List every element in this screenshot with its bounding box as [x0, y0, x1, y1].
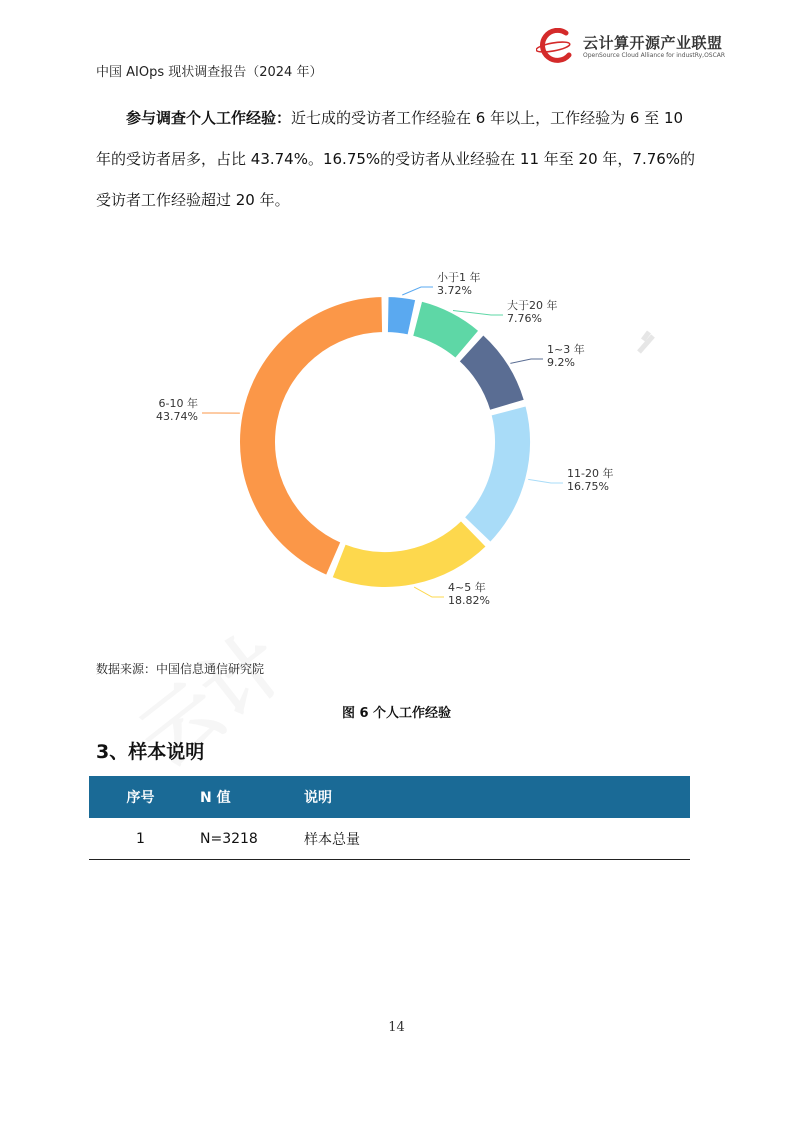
table-row	[89, 818, 690, 860]
slice-category-label: 小于1 年	[437, 271, 481, 284]
cell-description: 样本总量	[304, 831, 360, 848]
header-title: 中国 AIOps 现状调查报告（2024 年）	[96, 65, 323, 80]
leader-line-20	[453, 311, 503, 315]
donut-slice-11-20	[464, 405, 531, 543]
logo-subtitle: OpenSource Cloud Alliance for industRy,OSCAR	[583, 52, 726, 59]
section-title: 3、样本说明	[96, 741, 205, 763]
sample-table	[89, 776, 690, 860]
slice-category-label: 大于20 年	[507, 299, 558, 312]
donut-slice-4-5	[331, 520, 486, 588]
slice-value-label: 18.82%	[448, 594, 490, 607]
figure-caption: 图 6 个人工作经验	[341, 706, 452, 721]
slice-value-label: 16.75%	[567, 480, 609, 493]
header-n-value: N 值	[200, 790, 231, 806]
header-index: 序号	[126, 790, 155, 806]
donut-slice-1-3	[458, 334, 525, 411]
donut-slice-6-10	[239, 296, 383, 576]
leader-line-11-20	[528, 479, 563, 483]
experience-donut-chart	[133, 225, 660, 655]
leader-line-1	[402, 287, 433, 295]
leader-line-4-5	[414, 587, 444, 597]
cell-index: 1	[136, 830, 145, 847]
logo-name: 云计算开源产业联盟	[583, 34, 723, 52]
paragraph-lead: 参与调查个人工作经验：	[126, 109, 292, 127]
slice-value-label: 43.74%	[156, 410, 198, 423]
logo	[536, 28, 736, 64]
slice-category-label: 11-20 年	[567, 467, 614, 480]
header-description: 说明	[304, 790, 332, 806]
paragraph-body: 近七成的受访者工作经验在 6 年以上，工作经验为 6 至 10 年的受访者居多，占比 43.74%。16.75%的受访者从业经验在 11 年至 20 年，7.76%的受访者工作经验超过 20 年。	[96, 109, 696, 209]
slice-category-label: 6-10 年	[158, 397, 198, 410]
donut-chart-svg	[133, 225, 660, 655]
cell-n-value: N=3218	[200, 830, 258, 847]
slice-value-label: 9.2%	[547, 356, 575, 369]
table-header	[89, 776, 690, 818]
slice-category-label: 4~5 年	[448, 581, 486, 594]
slice-category-label: 1~3 年	[547, 343, 585, 356]
page-number: 14	[388, 1020, 405, 1035]
data-source: 数据来源：中国信息通信研究院	[96, 662, 265, 676]
logo-icon	[536, 28, 582, 64]
slice-value-label: 7.76%	[507, 312, 542, 325]
leader-line-1-3	[510, 359, 543, 363]
donut-slice-1	[387, 296, 416, 336]
slice-value-label: 3.72%	[437, 284, 472, 297]
body-paragraph	[96, 98, 696, 221]
